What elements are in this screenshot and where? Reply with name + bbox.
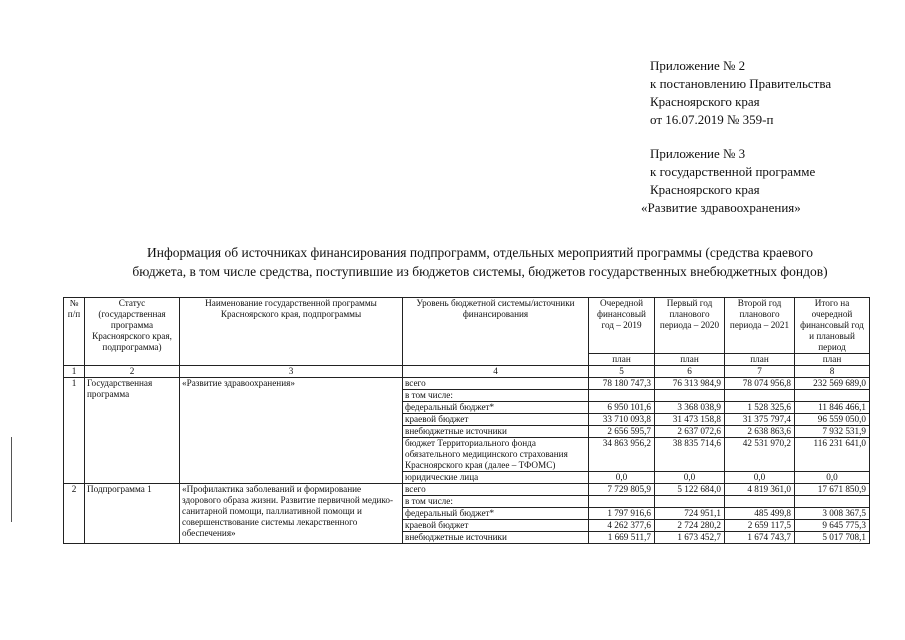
appendix-2-line4: от 16.07.2019 № 359-п [650, 112, 774, 127]
value-2021: 2 638 863,6 [725, 426, 795, 438]
value-2020 [655, 496, 725, 508]
value-2019 [589, 496, 655, 508]
col-index: 2 [85, 366, 180, 378]
value-2019: 7 729 805,9 [589, 484, 655, 496]
header-2020: Первый год планового периода – 2020 [655, 298, 725, 354]
row-level: всего [403, 378, 589, 390]
subprogram-status: Подпрограмма 1 [85, 484, 180, 544]
value-total: 232 569 689,0 [795, 378, 870, 390]
col-index: 4 [403, 366, 589, 378]
subprogram-name: «Профилактика заболеваний и формирование здорового образа жизни. Развитие первичной медико-санитарной помощи, паллиативной помощи и совершенствование системы лекарственного обеспечения» [180, 484, 403, 544]
value-total [795, 496, 870, 508]
plan-label: план [725, 354, 795, 366]
plan-label: план [655, 354, 725, 366]
header-2019: Очередной финансовый год – 2019 [589, 298, 655, 354]
value-2020: 5 122 684,0 [655, 484, 725, 496]
document-title [60, 243, 900, 281]
value-2020: 38 835 714,6 [655, 438, 725, 472]
appendix-2-block [650, 57, 831, 129]
value-2020: 76 313 984,9 [655, 378, 725, 390]
value-2019: 2 656 595,7 [589, 426, 655, 438]
value-total [795, 390, 870, 402]
row-level: юридические лица [403, 472, 589, 484]
value-2019: 1 669 511,7 [589, 532, 655, 544]
header-total: Итого на очередной финансовый год и плановый период [795, 298, 870, 354]
value-2021: 485 499,8 [725, 508, 795, 520]
value-2019 [589, 390, 655, 402]
row-level: внебюджетные источники [403, 426, 589, 438]
table-row [64, 484, 870, 496]
value-2019: 34 863 956,2 [589, 438, 655, 472]
value-2020: 2 724 280,2 [655, 520, 725, 532]
row-level: всего [403, 484, 589, 496]
value-2020: 2 637 072,6 [655, 426, 725, 438]
row-level: в том числе: [403, 390, 589, 402]
appendix-2-line3: Красноярского края [650, 94, 760, 109]
row-level: бюджет Территориального фонда обязательного медицинского страхования Красноярского края (далее – ТФОМС) [403, 438, 589, 472]
value-2020: 0,0 [655, 472, 725, 484]
document-title-line1: Информация об источниках финансирования подпрограмм, отдельных мероприятий программы (средства краевого [146, 245, 813, 260]
value-total: 9 645 775,3 [795, 520, 870, 532]
scan-margin-line [11, 437, 12, 522]
header-level: Уровень бюджетной системы/источники финансирования [403, 298, 589, 366]
value-2020: 3 368 038,9 [655, 402, 725, 414]
value-2020: 724 951,1 [655, 508, 725, 520]
value-2019: 6 950 101,6 [589, 402, 655, 414]
header-num: № п/п [64, 298, 85, 366]
value-total: 11 846 466,1 [795, 402, 870, 414]
value-2021 [725, 390, 795, 402]
row-level: федеральный бюджет* [403, 402, 589, 414]
value-2021: 42 531 970,2 [725, 438, 795, 472]
program-num: 1 [64, 378, 85, 484]
table-row [64, 378, 870, 390]
program-name: «Развитие здравоохранения» [180, 378, 403, 484]
value-total: 7 932 531,9 [795, 426, 870, 438]
value-total: 0,0 [795, 472, 870, 484]
appendix-3-line3: Красноярского края [650, 182, 760, 197]
value-total: 17 671 850,9 [795, 484, 870, 496]
appendix-2-line2: к постановлению Правительства [650, 76, 832, 91]
row-level: в том числе: [403, 496, 589, 508]
value-2021: 2 659 117,5 [725, 520, 795, 532]
table-index-row [64, 366, 870, 378]
value-2021: 78 074 956,8 [725, 378, 795, 390]
value-2021: 0,0 [725, 472, 795, 484]
value-2019: 1 797 916,6 [589, 508, 655, 520]
header-2021: Второй год планового периода – 2021 [725, 298, 795, 354]
document-title-line2: бюджета, в том числе средства, поступившие из бюджетов системы, бюджетов государственных внебюджетных фондов) [132, 264, 828, 279]
appendix-3-line1: Приложение № 3 [650, 146, 746, 161]
col-index: 3 [180, 366, 403, 378]
value-2020: 1 673 452,7 [655, 532, 725, 544]
value-2019: 33 710 093,8 [589, 414, 655, 426]
col-index: 6 [655, 366, 725, 378]
appendix-3-line4: «Развитие здравоохранения» [641, 200, 801, 215]
value-total: 5 017 708,1 [795, 532, 870, 544]
header-status: Статус (государственная программа Красноярского края, подпрограмма) [85, 298, 180, 366]
value-2021: 1 674 743,7 [725, 532, 795, 544]
value-total: 116 231 641,0 [795, 438, 870, 472]
value-total: 3 008 367,5 [795, 508, 870, 520]
col-index: 1 [64, 366, 85, 378]
header-name: Наименование государственной программы Красноярского края, подпрограммы [180, 298, 403, 366]
financing-table [63, 297, 870, 544]
value-2021: 4 819 361,0 [725, 484, 795, 496]
value-2021: 31 375 797,4 [725, 414, 795, 426]
program-status: Государственная программа [85, 378, 180, 484]
row-level: внебюджетные источники [403, 532, 589, 544]
value-total: 96 559 050,0 [795, 414, 870, 426]
col-index: 5 [589, 366, 655, 378]
value-2021: 1 528 325,6 [725, 402, 795, 414]
col-index: 7 [725, 366, 795, 378]
value-2020 [655, 390, 725, 402]
row-level: краевой бюджет [403, 414, 589, 426]
plan-label: план [795, 354, 870, 366]
subprogram-num: 2 [64, 484, 85, 544]
row-level: краевой бюджет [403, 520, 589, 532]
value-2019: 4 262 377,6 [589, 520, 655, 532]
appendix-3-block [641, 145, 816, 217]
table-header-row [64, 298, 870, 354]
appendix-2-line1: Приложение № 2 [650, 58, 746, 73]
value-2020: 31 473 158,8 [655, 414, 725, 426]
appendix-3-line2: к государственной программе [650, 164, 816, 179]
value-2019: 0,0 [589, 472, 655, 484]
value-2021 [725, 496, 795, 508]
plan-label: план [589, 354, 655, 366]
col-index: 8 [795, 366, 870, 378]
value-2019: 78 180 747,3 [589, 378, 655, 390]
row-level: федеральный бюджет* [403, 508, 589, 520]
